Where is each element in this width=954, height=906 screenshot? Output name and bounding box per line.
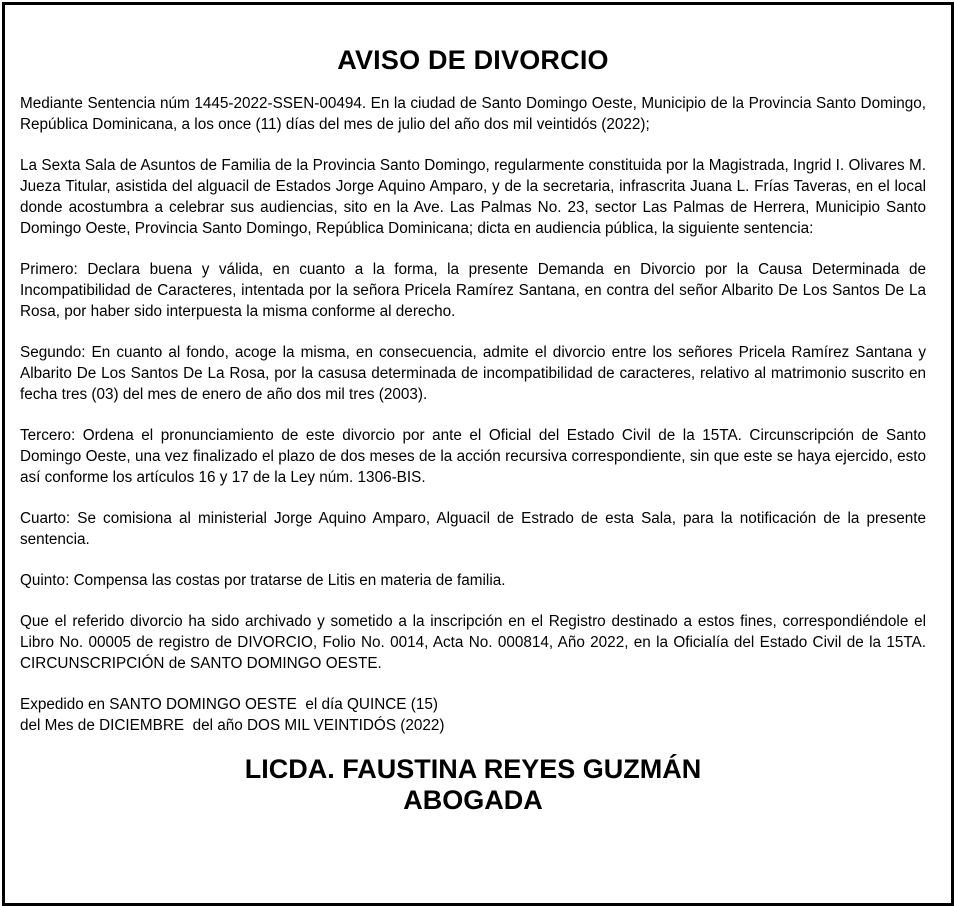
paragraph-court-composition: La Sexta Sala de Asuntos de Familia de la Provincia Santo Domingo, regularmente constituida por la Magistrada, Ingrid I. Olivares M. Jueza Titular, asistida del alguacil de Estados Jorge Aquino Amparo, y de la secretaria, infrascrita Juana L. Frías Taveras, en el local donde acostumbra a celebrar sus audiencias, sito en la Ave. Las Palmas No. 23, sector Las Palmas de Herrera, Municipio Santo Domingo Oeste, Provincia Santo Domingo, República Dominicana; dicta en audiencia pública, la siguiente sentencia: xyxy=(20,157,926,237)
notice-content xyxy=(20,44,926,816)
paragraph-primero: Primero: Declara buena y válida, en cuanto a la forma, la presente Demanda en Divorcio por la Causa Determinada de Incompatibilidad de Caracteres, intentada por la señora Pricela Ramírez Santana, en contra del señor Albarito De Los Santos De La Rosa, por haber sido interpuesta la misma conforme al derecho. xyxy=(20,261,926,320)
issued-line-1: Expedido en SANTO DOMINGO OESTE el día QUINCE (15) xyxy=(20,696,438,713)
signer-title: ABOGADA xyxy=(403,785,543,815)
paragraph-cuarto: Cuarto: Se comisiona al ministerial Jorge Aquino Amparo, Alguacil de Estrado de esta Sala, para la notificación de la presente sentencia. xyxy=(20,510,926,548)
paragraph-tercero: Tercero: Ordena el pronunciamiento de este divorcio por ante el Oficial del Estado Civil de la 15TA. Circunscripción de Santo Domingo Oeste, una vez finalizado el plazo de dos meses de la acción recursiva correspondiente, sin que este se haya ejercido, esto así conforme los artículos 16 y 17 de la Ley núm. 1306-BIS. xyxy=(20,427,926,486)
paragraph-registry: Que el referido divorcio ha sido archivado y sometido a la inscripción en el Registro destinado a estos fines, correspondiéndole el Libro No. 00005 de registro de DIVORCIO, Folio No. 0014, Acta No. 000814, Año 2022, en la Oficialía del Estado Civil de la 15TA. CIRCUNSCRIPCIÓN de SANTO DOMINGO OESTE. xyxy=(20,613,926,672)
issued-statement xyxy=(20,694,926,736)
notice-title: AVISO DE DIVORCIO xyxy=(337,45,609,75)
signer-name: LICDA. FAUSTINA REYES GUZMÁN xyxy=(244,754,702,784)
paragraph-quinto: Quinto: Compensa las costas por tratarse de Litis en materia de familia. xyxy=(20,572,506,589)
paragraph-segundo: Segundo: En cuanto al fondo, acoge la misma, en consecuencia, admite el divorcio entre los señores Pricela Ramírez Santana y Albarito De Los Santos De La Rosa, por la casusa determinada de incompatibilidad de caracteres, relativo al matrimonio suscrito en fecha tres (03) del mes de enero de año dos mil tres (2003). xyxy=(20,344,926,403)
paragraph-sentence-reference: Mediante Sentencia núm 1445-2022-SSEN-00494. En la ciudad de Santo Domingo Oeste, Municipio de la Provincia Santo Domingo, República Dominicana, a los once (11) días del mes de julio del año dos mil veintidós (2022); xyxy=(20,95,926,133)
issued-line-2: del Mes de DICIEMBRE del año DOS MIL VEINTIDÓS (2022) xyxy=(20,717,445,734)
